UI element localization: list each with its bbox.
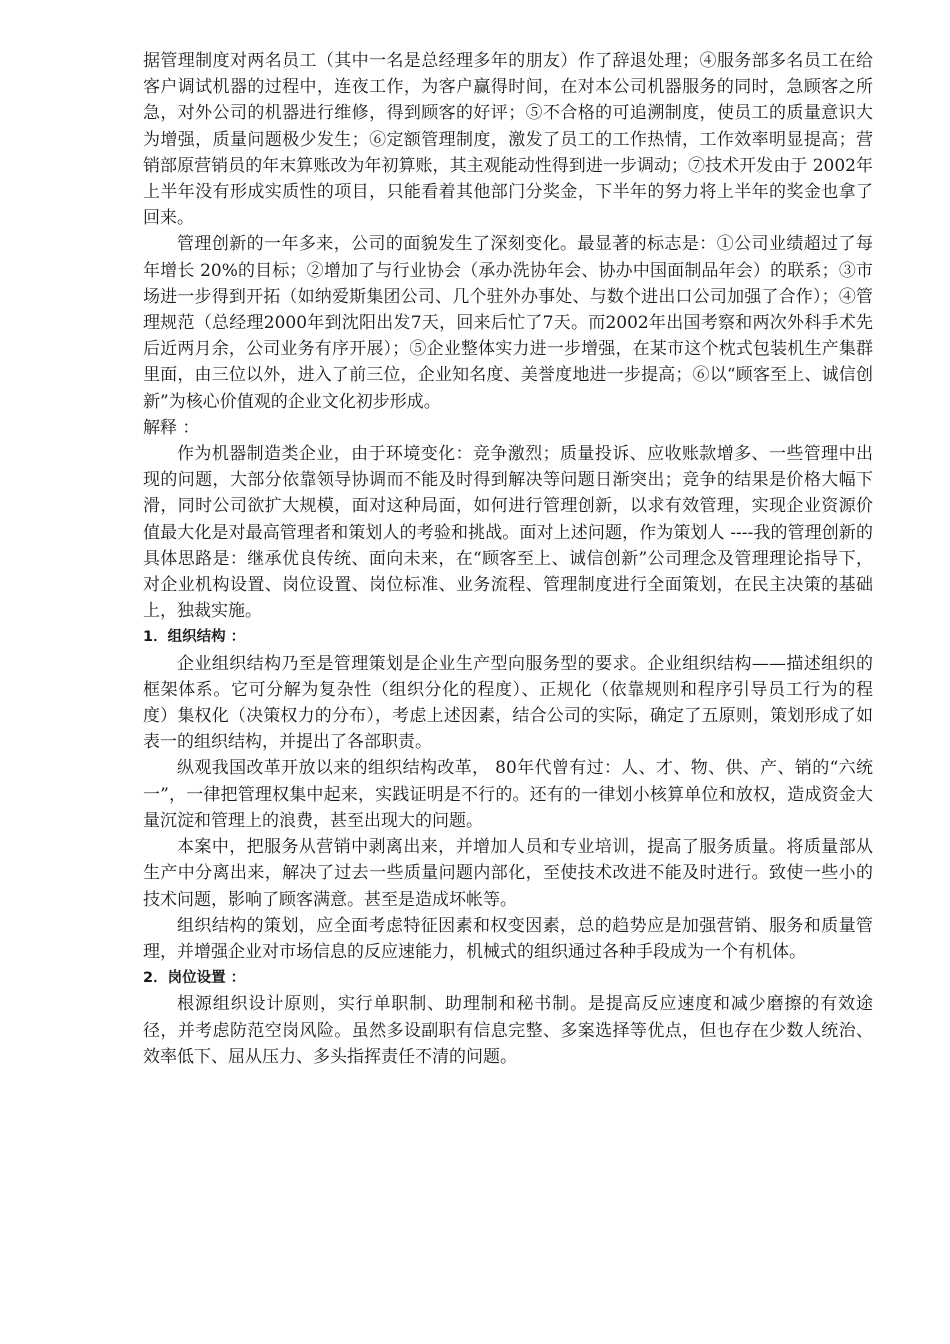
section-heading-organization-structure: 1．组织结构 ：	[143, 629, 246, 646]
section-heading-position-setup: 2．岗位设置 ：	[143, 970, 246, 987]
paragraph-explanation: 作为机器制造类企业，由于环境变化：竞争激烈；质量投诉、应收账款增多、一些管理中出现的问题，大部分依靠领导协调而不能及时得到解决等问题日渐突出；竞争的结果是价格大幅下滑，同时公司欲扩大规模，面对这种局面，如何进行管理创新，以求有效管理，实现企业资源价值最大化是对最高管理者和策划人的考验和挑战。面对上述问题，作为策划人 ----我的管理创新的具体思路是：继承优良传统、面向未来，在“顾客至上、诚信创新”公司理念及管理理论指导下，对企业机构设置、岗位设置、岗位标准、业务流程、管理制度进行全面策划，在民主决策的基础上，独裁实施。	[143, 444, 873, 622]
paragraph-case-study: 本案中，把服务从营销中剥离出来，并增加人员和专业培训，提高了服务质量。将质量部从生产中分离出来，解决了过去一些质量问题内部化，至使技术改进不能及时进行。致使一些小的技术问题，影响了顾客满意。甚至是造成坏帐等。	[143, 837, 873, 910]
paragraph-position-setup: 根源组织设计原则，实行单职制、助理制和秘书制。是提高反应速度和减少磨擦的有效途径，并考虑防范空岗风险。虽然多设副职有信息完整、多案选择等优点，但也存在少数人统治、效率低下、屈从压力、多头指挥责任不清的问题。	[143, 994, 873, 1067]
paragraph-reform-history: 纵观我国改革开放以来的组织结构改革， 80年代曾有过：人、才、物、供、产、销的“六统一”，一律把管理权集中起来，实践证明是不行的。还有的一律划小核算单位和放权，造成资金大量沉淀和管理上的浪费，甚至出现大的问题。	[143, 758, 873, 831]
explanation-label: 解释 ：	[143, 417, 200, 438]
paragraph-organization-structure: 企业组织结构乃至是管理策划是企业生产型向服务型的要求。企业组织结构——描述组织的框架体系。它可分解为复杂性（组织分化的程度）、正规化（依靠规则和程序引导员工行为的程度）集权化（决策权力的分布），考虑上述因素，结合公司的实际，确定了五原则，策划形成了如表一的组织结构，并提出了各部职责。	[143, 653, 873, 753]
paragraph-structure-planning: 组织结构的策划，应全面考虑特征因素和权变因素，总的趋势应是加强营销、服务和质量管理，并增强企业对市场信息的反应速能力，机械式的组织通过各种手段成为一个有机体。	[143, 915, 873, 962]
paragraph-management-innovation-results: 管理创新的一年多来，公司的面貌发生了深刻变化。最显著的标志是：①公司业绩超过了每年增长 20%的目标；②增加了与行业协会（承办洗协年会、协办中国面制品年会）的联系；③市场进一步得到开拓（如纳爱斯集团公司、几个驻外办事处、与数个进出口公司加强了合作）；④管理规范（总经理2000年到沈阳出发7天，回来后忙了7天。而2002年出国考察和两次外科手术先后近两月余，公司业务有序开展）；⑤企业整体实力进一步增强，在某市这个枕式包装机生产集群里面，由三位以外，进入了前三位，企业知名度、美誉度地进一步提高；⑥以“顾客至上、诚信创新”为核心价值观的企业文化初步形成。	[143, 234, 873, 412]
paragraph-continued: 据管理制度对两名员工（其中一名是总经理多年的朋友）作了辞退处理；④服务部多名员工在给客户调试机器的过程中，连夜工作，为客户赢得时间，在对本公司机器服务的同时，急顾客之所急，对外公司的机器进行维修，得到顾客的好评；⑤不合格的可追溯制度，使员工的质量意识大为增强，质量问题极少发生；⑥定额管理制度，激发了员工的工作热情，工作效率明显提高；营销部原营销员的年末算账改为年初算账，其主观能动性得到进一步调动；⑦技术开发由于 2002年上半年没有形成实质性的项目，只能看着其他部门分奖金，下半年的努力将上半年的奖金也拿了回来。	[143, 51, 873, 229]
document-body	[143, 48, 873, 1070]
